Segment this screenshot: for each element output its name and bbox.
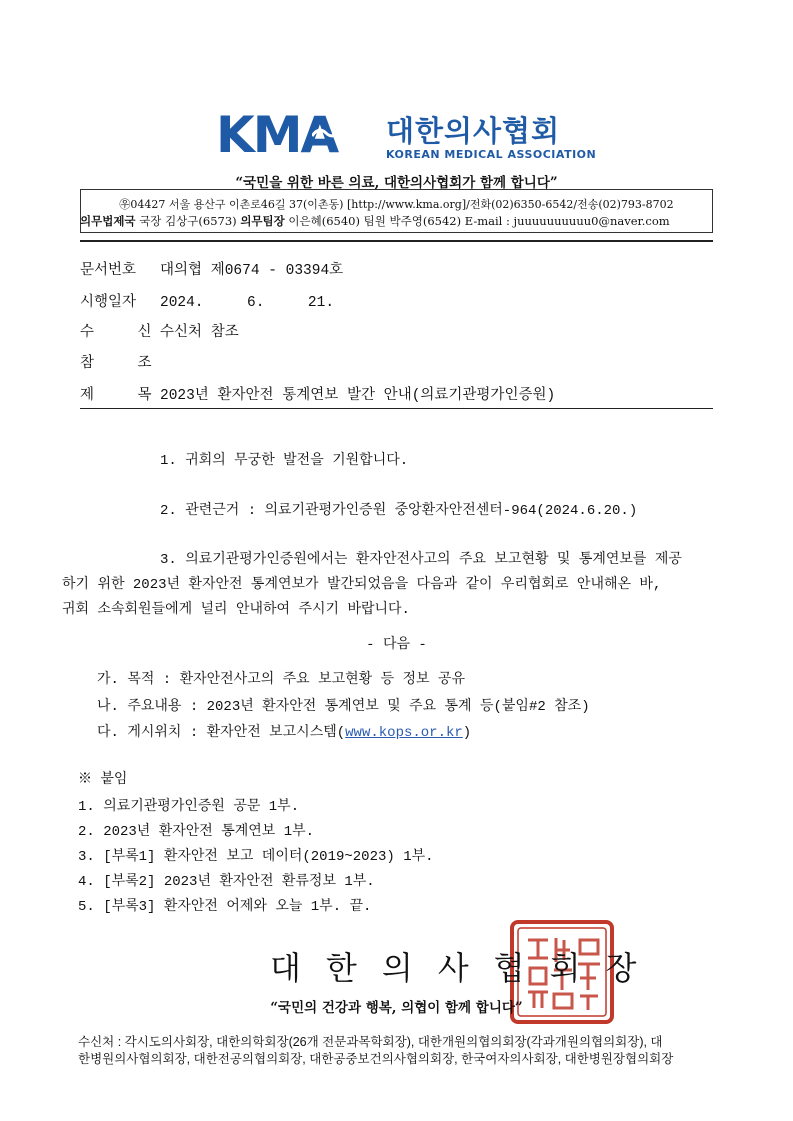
header-divider [80, 240, 713, 242]
attachment-item: 2. 2023년 환자안전 통계연보 1부. [78, 824, 315, 840]
logo-abbr: KMA [216, 106, 338, 164]
recipient-value: 수신처 참조 [160, 325, 239, 341]
contact-team-detail: 이은혜(6540) 팀원 박주영(6542) E-mail : juuuuuuuuuu0@naver.com [284, 214, 670, 228]
contact-team: 의무팀장 [240, 214, 285, 228]
subject-row [80, 383, 555, 404]
reference-label: 참 조 [80, 356, 152, 372]
top-slogan: “국민을 위한 바른 의료, 대한의사협회가 함께 합니다” [235, 175, 558, 191]
paragraph-2: 2. 관련근거 : 의료기관평가인증원 중앙환자안전센터-964(2024.6.20.) [160, 503, 638, 519]
doc-number-label: 문서번호 [80, 263, 137, 279]
recipient-row [80, 320, 239, 341]
doc-number: 대의협 제0674 - 03394호 [160, 263, 344, 279]
reference-row [80, 351, 160, 372]
attachment-item: 5. [부록3] 환자안전 어제와 오늘 1부. 끝. [78, 899, 372, 915]
attachments-header: ※ 붙임 [78, 772, 128, 788]
logo-name-kor: 대한의사협회 [386, 114, 561, 148]
attachment-item: 3. [부록1] 환자안전 보고 데이터(2019~2023) 1부. [78, 849, 434, 865]
recipients-line-1: 수신처 : 각시도의사회장, 대한의학회장(26개 전문과목학회장), 대한개원의협의회장(각과개원의협의회장), 대 [78, 1035, 663, 1049]
item-purpose: 가. 목적 : 환자안전사고의 주요 보고현황 등 정보 공유 [97, 672, 466, 688]
sender-title: 대한의사협회장 [270, 949, 662, 987]
meta-divider [80, 408, 713, 409]
subject-value: 2023년 환자안전 통계연보 발간 안내(의료기관평가인증원) [160, 388, 556, 404]
logo-wave-icon [312, 126, 340, 140]
date-label: 시행일자 [80, 295, 137, 311]
paragraph-3-line-3: 귀회 소속회원들에게 널리 안내하여 주시기 바랍니다. [62, 602, 410, 618]
contact-dept: 의무법제국 [80, 214, 136, 228]
bottom-slogan: “국민의 건강과 행복, 의협이 함께 합니다” [270, 1000, 523, 1016]
recipient-label: 수 신 [80, 325, 152, 341]
item-location-text: 다. 게시위치 : 환자안전 보고시스템( [97, 725, 346, 741]
item-location-close: ) [462, 725, 472, 741]
attachment-item: 4. [부록2] 2023년 환자안전 환류정보 1부. [78, 874, 375, 890]
next-heading: - 다음 - [366, 637, 427, 653]
paragraph-1: 1. 귀회의 무궁한 발전을 기원합니다. [160, 453, 409, 469]
doc-number-row [80, 258, 343, 279]
kops-link[interactable]: www.kops.or.kr [345, 725, 463, 741]
kma-logo [216, 106, 597, 164]
attachment-item: 1. 의료기관평가인증원 공문 1부. [78, 799, 300, 815]
date-value: 2024. 6. 21. [160, 295, 335, 311]
item-location [97, 721, 730, 741]
contact-address: ㉾04427 서울 용산구 이촌로46길 37(이촌동) [http://www.kma.org]/전화(02)6350-6542/전송(02)793-8702 [119, 198, 674, 211]
paragraph-3-line-2: 하기 위한 2023년 환자안전 통계연보가 발간되었음을 다음과 같이 우리협회로 안내해온 바, [62, 577, 662, 593]
contact-staff [80, 213, 713, 229]
item-contents: 나. 주요내용 : 2023년 환자안전 통계연보 및 주요 통계 등(붙임#2 참조) [97, 699, 590, 715]
subject-label: 제 목 [80, 388, 152, 404]
contact-dept-detail: 국장 김상구(6573) [135, 214, 241, 228]
date-row [80, 290, 334, 311]
logo-name-eng: KOREAN MEDICAL ASSOCIATION [386, 148, 597, 161]
recipients-line-2: 한병원의사협의회장, 대한전공의협의회장, 대한공중보건의사협의회장, 한국여자의사회장, 대한병원장협의회장 [78, 1052, 674, 1066]
paragraph-3-line-1: 3. 의료기관평가인증원에서는 환자안전사고의 주요 보고현황 및 통계연보를 제공 [160, 552, 682, 568]
